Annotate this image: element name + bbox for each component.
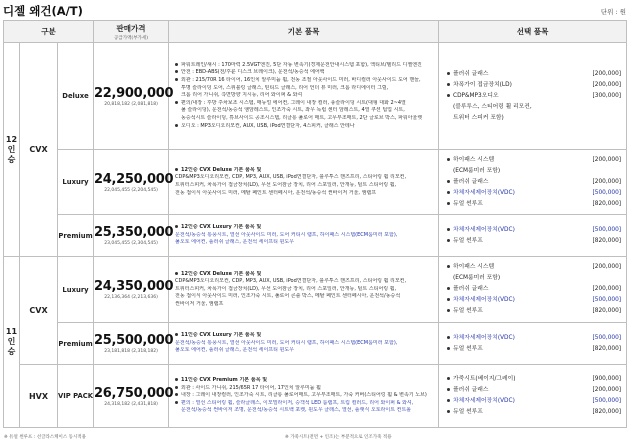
header-type: 구분 — [4, 21, 94, 43]
seats-12: 12 인 승 — [4, 43, 20, 257]
option-item: 플러쉬 글래스 [200,000] — [447, 69, 621, 80]
option-item: 듀얼 썬루프 [820,000] — [447, 344, 621, 355]
std-items: 11인승 CVX Luxury 기본 품목 및 운전석/동승석 통풍시트, 열선 아웃사이드 미러, 도어 커티시 램프, 하이패스 시스템(ECM룸미러 포함), 풀오토 에어컨, 플러쉬 글래스, 운전석 세이프티 윈도우 — [169, 323, 439, 365]
std-items: 12인승 CVX Luxury 기본 품목 및 운전석/동승석 통풍시트, 열선 아웃사이드 미러, 도어 커티시 램프, 하이패스 시스템(ECM룸미러 포함), 풀오토 에어컨, 플러쉬 글래스, 운전석 세이프티 윈도우 — [169, 215, 439, 257]
price-table — [3, 20, 627, 428]
seats-11: 11 인 승 — [4, 257, 20, 428]
option-item: 가죽시트(베이지/그레이) [900,000] — [447, 374, 621, 385]
table-row — [4, 365, 627, 428]
footnote-left: ※ 듀얼 썬루프 : 선글라스케이스 동시적용 — [4, 435, 86, 440]
price-cell: 24,250,000 22,045,455 (2,204,545) — [94, 150, 169, 215]
option-item: 플러쉬 글래스 [200,000] — [447, 385, 621, 396]
option-item: CDP&MP3오디오 [300,000] — [447, 91, 621, 102]
option-item: (블루투스, 스티어링 휠 리모컨, — [453, 103, 532, 110]
price-cell: 25,500,000 23,181,818 (2,318,182) — [94, 323, 169, 365]
option-item: 차체자세제어장치(VDC) [500,000] — [447, 188, 621, 199]
header-row — [4, 21, 627, 43]
std-items: 12인승 CVX Deluxe 기본 품목 및 CDP&MP3오디오리모컨, CDP, MP3, AUX, USB, iPod연결단자, 블루투스 핸즈프리, 스티어링 휠 리모컨, 트위터스피커, 차폭가이 접금장치(LD), 무선 도어잠금 장치, 리어 스포일러, 안개등, 틸트 스티어링 휠, 전동 접이식 아웃사이드 미러, 인조가죽 시트, 풀로어 콘솔 박스, 메탈 페인트 센터페시아, 운전석/동승석 썬바이저 거울, 앰램프 — [169, 257, 439, 323]
trim-name: Deluxe — [58, 43, 94, 150]
option-item: 듀얼 썬루프 [820,000] — [447, 236, 621, 247]
opt-items — [439, 365, 627, 428]
std-items: 파워트레인/섀시 : 170마력 2.5VGT엔진, 5단 자동 변속기(경제운전안내시스템 포함), 액티브/텔리드 디젤엔진 안전 : EBD-ABS(전/후륜 디스크 브레이크), 운전석/동승석 에어백 외관 : 215/70R 16 타이어, 16인치 알루미늄 휠, 전동 조절 아웃사이드 미러, 바디컬러 아웃사이드 도어 핸들, 투명 슬라이딩 도어, 스위블링 글래스, 틴티드 글래스, 리어 언더 뷰 미러, 크롬 라디에이터 그릴, 크롬 리어 가니쉬, 측면방향 지시등, 리어 와이퍼 & 와셔 편의/내장 : 후방 주차보조 시스템, 매뉴얼 에어컨, 그레이 내장 컬러, 풍슬라이딩 시트(대형 대화 2~4열 풀 슬라이딩), 운전석/동승석 앰암레스트, 인조가죽 시트, 좌우 독립 센터 암레스트, 4열 쿠션 팁업 시트, 동승석시트 슬라이딩, 튜브사이드 공조시스템, 리클롱 풀로어 매트, 고무부조매트, 2단 글로브 박스, 파워아울렛 오디오 : MP3오디오리모컨, AUX, USB, iPod연결단자, 4스피커, 클래스 안테나 — [169, 43, 439, 150]
price-cell: 26,750,000 24,318,182 (2,431,818) — [94, 365, 169, 428]
table-row — [4, 215, 627, 257]
option-item: (ECM룸미러 포함) — [453, 275, 501, 281]
option-item: 듀얼 썬루프 [820,000] — [447, 306, 621, 317]
opt-items — [439, 323, 627, 365]
std-items: 12인승 CVX Deluxe 기본 품목 및 CDP&MP3오디오리모컨, CDP, MP3, AUX, USB, iPod연결단자, 블루투스 핸즈프리, 스티어링 휠 리모컨, 트위터스피커, 차폭가이 접금장치(LD), 무선 도어잠금 장치, 리어 스포일러, 안개등, 틸트 스티어링 휠, 전동 접이식 아웃사이드 미러, 메탈 페인트 센터페시아, 운전석/동승석 썬바이저 거울, 앰램프 — [169, 150, 439, 215]
grade-cvx-11: CVX — [20, 257, 58, 365]
header-price: 판매가격 공급가액(부가세) — [94, 21, 169, 43]
grade-cvx-12: CVX — [20, 43, 58, 257]
option-item: 듀얼 썬루프 [820,000] — [447, 199, 621, 210]
table-row — [4, 323, 627, 365]
option-item: 하이패스 시스템 [200,000] — [447, 262, 621, 273]
footnote-mid: ※ 가죽시트(전면 + 인조)는 부분적으로 인조가죽 적용 — [285, 435, 392, 440]
header-opt: 선택 품목 — [439, 21, 627, 43]
option-item: 하이패스 시스템 [200,000] — [447, 155, 621, 166]
trim-name: Premium — [58, 215, 94, 257]
trim-name: VIP PACK — [58, 365, 94, 428]
table-row — [4, 257, 627, 323]
option-item: 차체자세제어장치(VDC) [500,000] — [447, 333, 621, 344]
option-item: 플러쉬 글래스 [200,000] — [447, 284, 621, 295]
page-title: 디젤 왜건(A/T) — [3, 4, 83, 18]
table-row — [4, 43, 627, 150]
price-cell: 22,900,000 20,818,182 (2,081,818) — [94, 43, 169, 150]
option-item: 플러쉬 글래스 [200,000] — [447, 177, 621, 188]
option-item: 듀얼 썬루프 [820,000] — [447, 407, 621, 418]
option-item: 차폭가이 접금장치(LD) [200,000] — [447, 80, 621, 91]
opt-items — [439, 150, 627, 215]
opt-items — [439, 215, 627, 257]
option-item: 차체자세제어장치(VDC) [500,000] — [447, 295, 621, 306]
option-item: 차체자세제어장치(VDC) [500,000] — [447, 225, 621, 236]
opt-items — [439, 257, 627, 323]
header-std: 기본 품목 — [169, 21, 439, 43]
option-item: 차체자세제어장치(VDC) [500,000] — [447, 396, 621, 407]
std-items: 11인승 CVX Premium 기본 품목 및 외관 : 사이드 가니쉬, 215/65R 17 타이어, 17인치 알루미늄 휠 내장 : 그레이 내장컬러, 인조가죽 시트, 리클롱 풀로어매트, 고무부조매트, 가죽 커버(스티어링 휠 & 변속기 노브) 편의 : 열선 스티어링 휠, 슬라글래스, 이모빌라이저, 승객석 LED 룸램프, 트림 컬러드, 리어 와이퍼 & 와셔, 운전석/동승석 썬바이저 조명, 운전석/동승석 시트백 포켓, 윈도우 클래스, 열선, 플랫식 오토라이트 컨트롤 — [169, 365, 439, 428]
trim-name: Premium — [58, 323, 94, 365]
unit-label: 단위 : 원 — [600, 8, 626, 16]
trim-name: Luxury — [58, 257, 94, 323]
trim-name: Luxury — [58, 150, 94, 215]
option-item: 트위터 스피커 포함) — [453, 114, 504, 121]
table-row — [4, 150, 627, 215]
grade-hvx: HVX — [20, 365, 58, 428]
price-cell: 25,350,000 23,045,455 (2,304,545) — [94, 215, 169, 257]
opt-items — [439, 43, 627, 150]
option-item: (ECM룸미러 포함) — [453, 167, 501, 174]
price-cell: 24,350,000 22,136,364 (2,213,636) — [94, 257, 169, 323]
